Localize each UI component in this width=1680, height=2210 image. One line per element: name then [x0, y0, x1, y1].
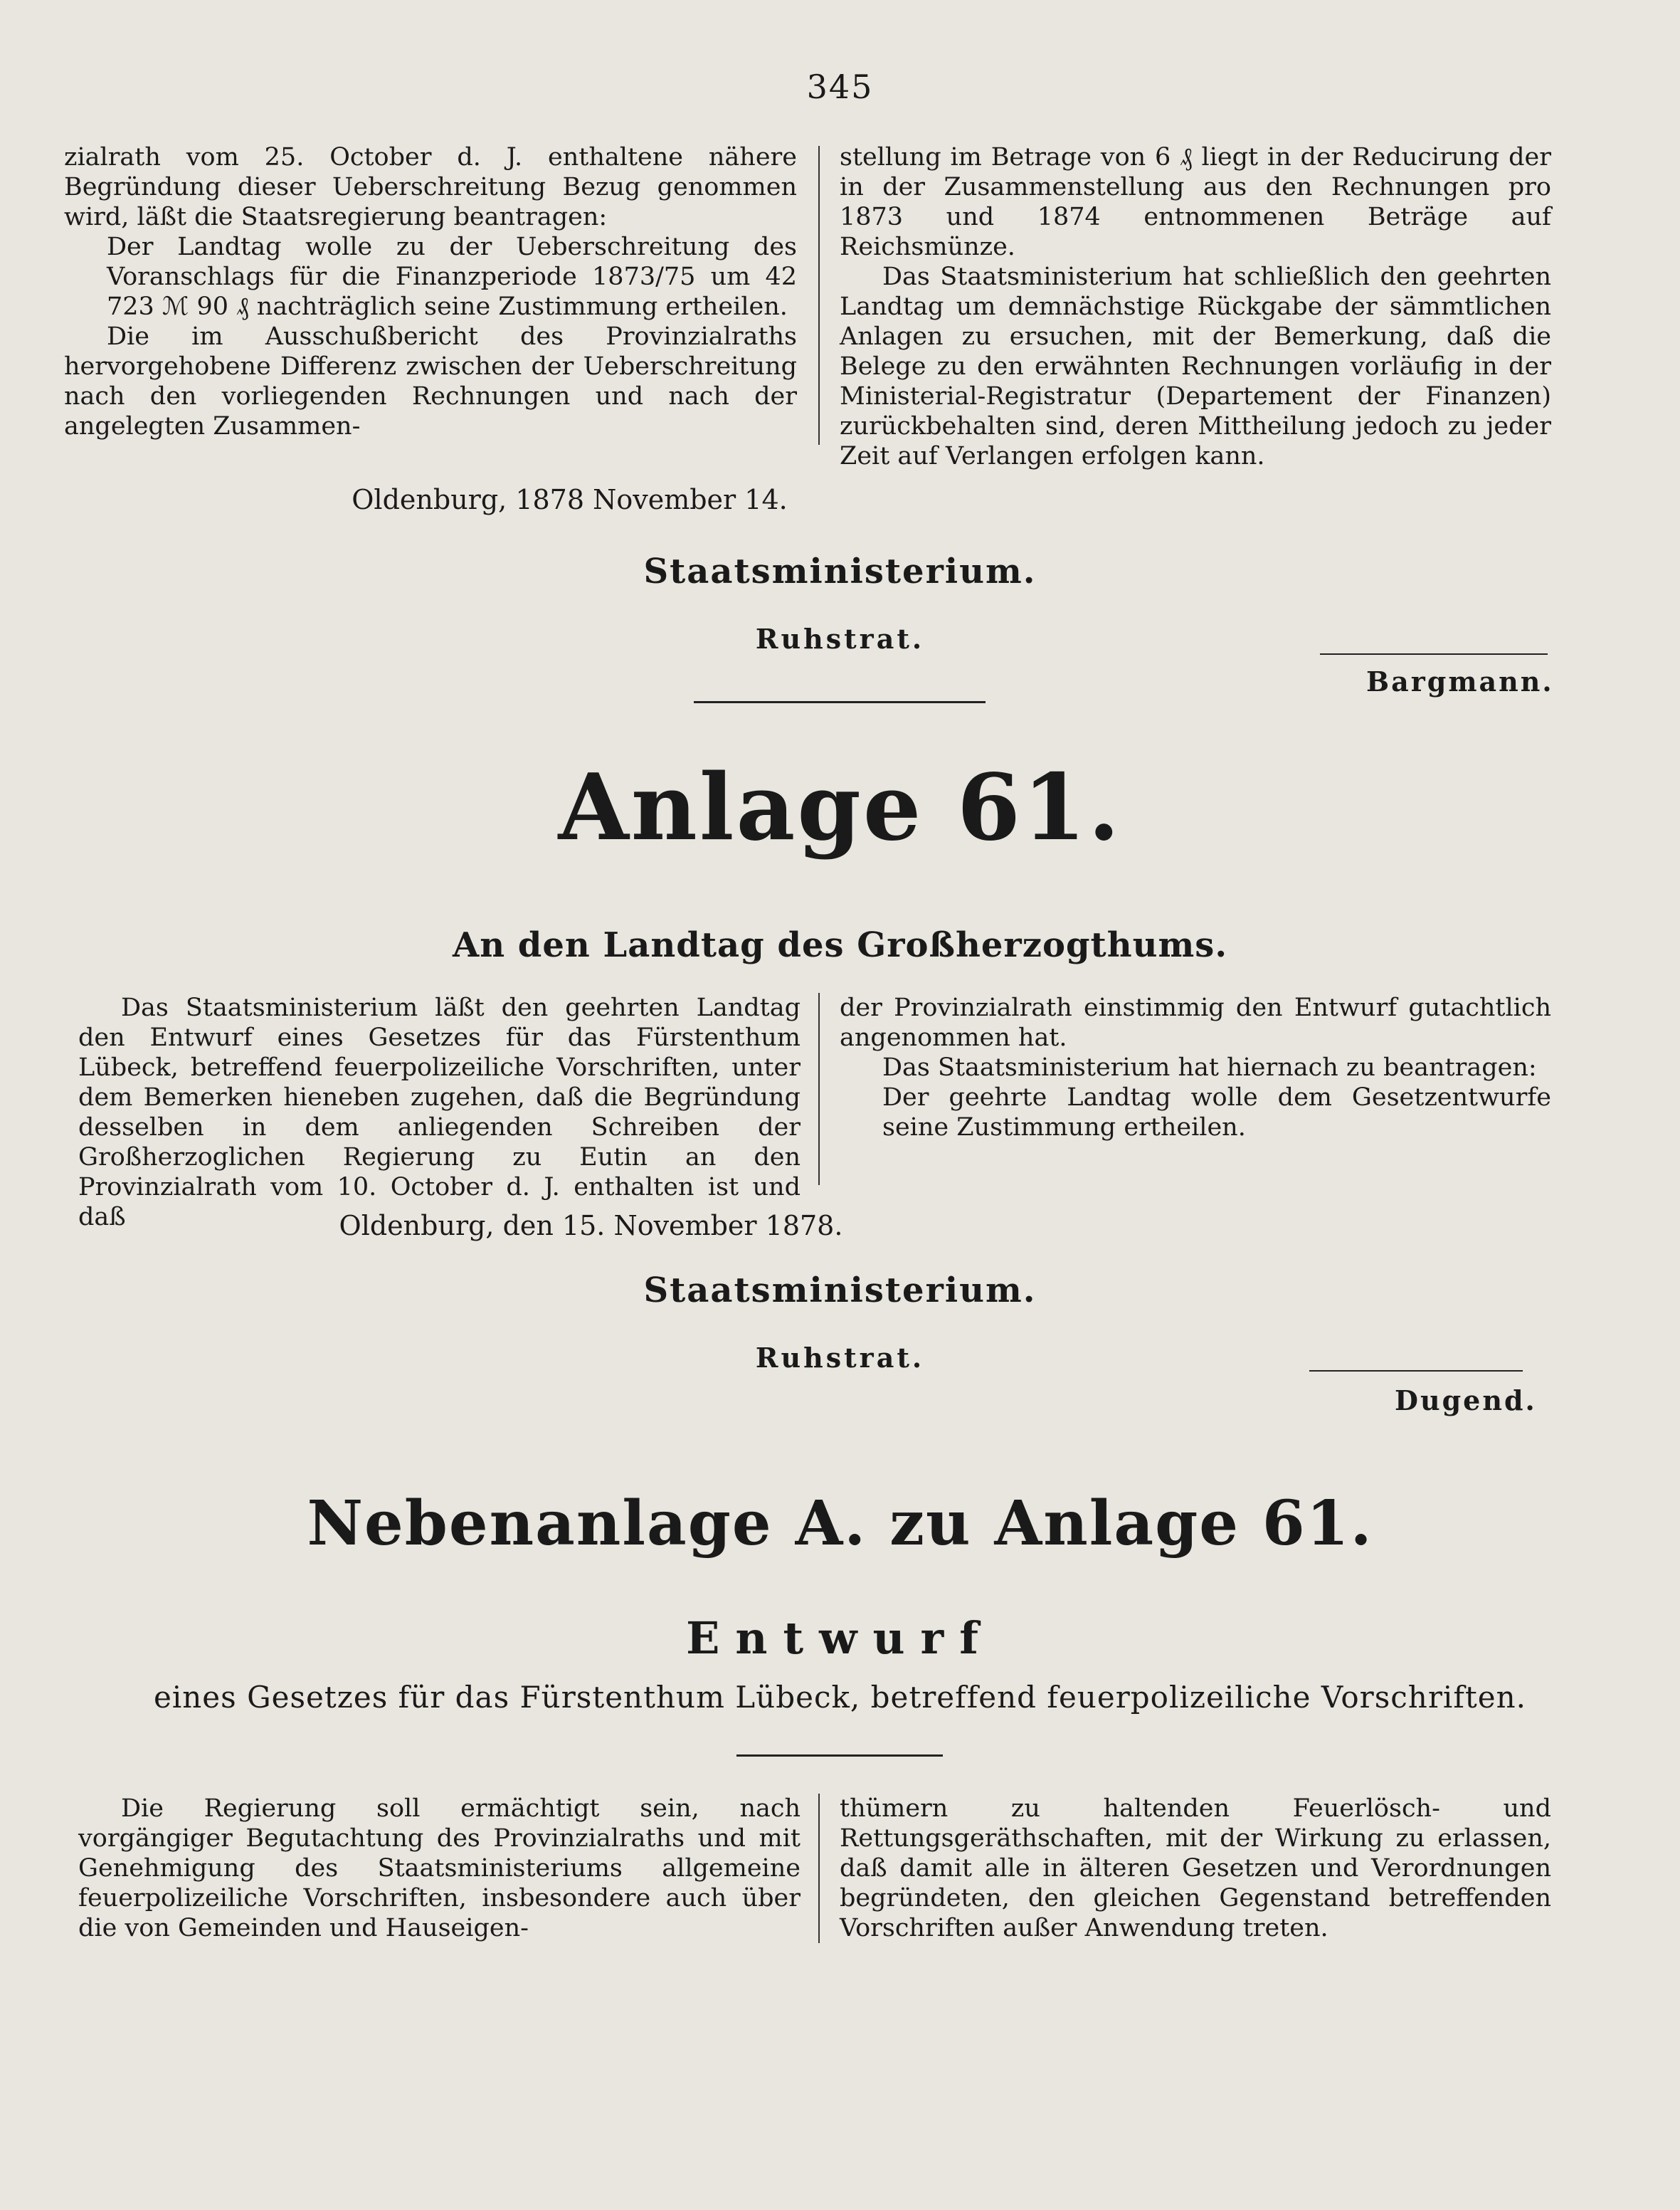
signature-ruhstrat-1: Ruhstrat.	[755, 623, 925, 655]
bottom-left-para: Die Regierung soll ermächtigt sein, nach vorgängiger Begutachtung des Provinzialraths und mit Genehmigung des Staatsministeriums allgemeine feuerpolizeiliche Vorschriften, insbesondere auch über die von Gemeinden und Hauseigen-	[78, 1794, 801, 1942]
top-right-para-2: Das Staatsministerium hat schließlich den geehrten Landtag um demnächstige Rückgabe der sämmtlichen Anlagen zu ersuchen, mit der Bemerkung, daß die Belege zu den erwähnten Rechnungen vorläufig in der Ministerial-Registratur (Departement der Finanzen) zurückbehalten sind, deren Mittheilung jedoch zu jeder Zeit auf Verlangen erfolgen kann.	[840, 263, 1551, 470]
ministry-heading-2: Staatsministerium.	[643, 1270, 1037, 1310]
entwurf-title: Entwurf	[686, 1612, 994, 1664]
mid-left-column	[78, 993, 801, 1232]
top-right-para-1: stellung im Betrage von 6 ₰ liegt in der Reducirung der in der Zusammenstellung aus den Rechnungen pro 1873 und 1874 entnommenen Beträge auf Reichsmünze.	[840, 143, 1551, 261]
signature-rule-1	[1320, 653, 1548, 655]
signature-rule-2	[1309, 1370, 1523, 1372]
mid-left-para: Das Staatsministerium läßt den geehrten Landtag den Entwurf eines Gesetzes für das Fürstenthum Lübeck, betreffend feuerpolizeiliche Vorschriften, unter dem Bemerken hieneben zugehen, daß die Begründung desselben in dem anliegenden Schreiben der Großherzoglichen Regierung zu Eutin an den Provinzialrath vom 10. October d. J. enthalten ist und daß	[78, 994, 801, 1231]
bottom-left-column	[78, 1794, 801, 1943]
bottom-right-para: thümern zu haltenden Feuerlösch- und Rettungsgeräthschaften, mit der Wirkung zu erlassen, daß damit alle in älteren Gesetzen und Verordnungen begründeten, den gleichen Gegenstand betreffenden Vorschriften außer Anwendung treten.	[840, 1794, 1551, 1942]
top-left-motion: Der Landtag wolle zu der Ueberschreitung des Voranschlags für die Finanzperiode 1873/75 um 42 723 ℳ 90 ₰ nachträglich seine Zustimmung ertheilen.	[107, 233, 797, 321]
anlage-title: Anlage 61.	[558, 754, 1122, 861]
mid-right-para-2: Das Staatsministerium hat hiernach zu beantragen:	[882, 1053, 1537, 1082]
signature-ruhstrat-2: Ruhstrat.	[755, 1342, 925, 1374]
addressee-heading: An den Landtag des Großherzogthums.	[452, 925, 1228, 965]
entwurf-subtitle: eines Gesetzes für das Fürstenthum Lübeck, betreffend feuerpolizeiliche Vorschriften.	[153, 1680, 1527, 1715]
top-right-column	[840, 142, 1551, 471]
section-divider-2	[736, 1754, 943, 1757]
top-left-para-1: zialrath vom 25. October d. J. enthaltene nähere Begründung dieser Ueberschreitung Bezug genommen wird, läßt die Staatsregierung beantragen:	[64, 143, 797, 231]
bottom-right-column	[840, 1794, 1551, 1943]
nebenanlage-title: Nebenanlage A. zu Anlage 61.	[307, 1488, 1373, 1559]
column-divider-mid	[818, 993, 820, 1185]
place-date-1: Oldenburg, 1878 November 14.	[352, 484, 788, 515]
mid-right-column	[840, 993, 1551, 1142]
column-divider-top	[818, 146, 820, 445]
ministry-heading-1: Staatsministerium.	[643, 552, 1037, 591]
mid-right-motion: Der geehrte Landtag wolle dem Gesetzentwurfe seine Zustimmung ertheilen.	[882, 1083, 1551, 1142]
top-left-column	[64, 142, 797, 441]
mid-right-para-1: der Provinzialrath einstimmig den Entwurf gutachtlich angenommen hat.	[840, 994, 1551, 1052]
top-left-para-3: Die im Ausschußbericht des Provinzialraths hervorgehobene Differenz zwischen der Ueberschreitung nach den vorliegenden Rechnungen und nach der angelegten Zusammen-	[64, 322, 797, 441]
page-number: 345	[806, 68, 874, 106]
place-date-2: Oldenburg, den 15. November 1878.	[339, 1210, 843, 1241]
section-divider-1	[694, 701, 986, 703]
signature-bargmann: Bargmann.	[1366, 665, 1554, 698]
signature-dugend: Dugend.	[1395, 1384, 1537, 1416]
column-divider-bottom	[818, 1794, 820, 1943]
